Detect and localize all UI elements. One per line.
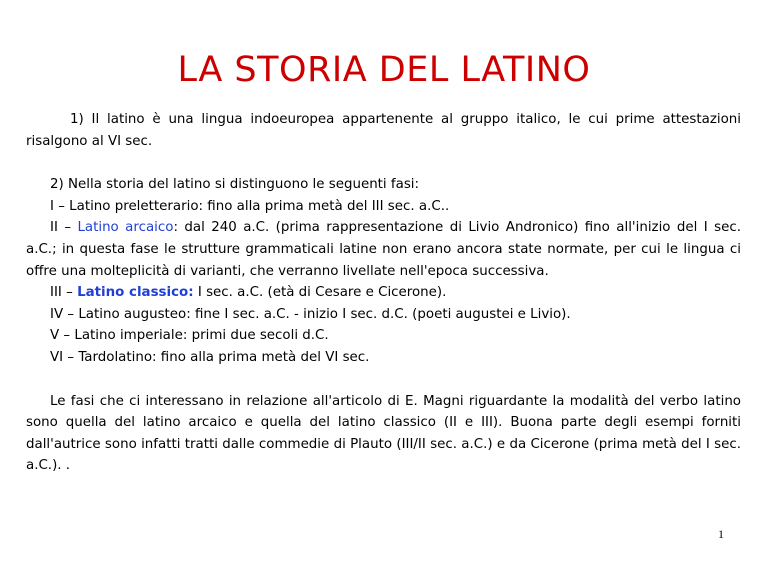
phase-vi: VI – Tardolatino: fino alla prima metà del VI sec. (50, 349, 370, 365)
document-body (26, 109, 741, 477)
phase-iii-term: Latino classico (77, 285, 189, 301)
phase-v: V – Latino imperiale: primi due secoli d.C. (50, 328, 329, 344)
page-title: LA STORIA DEL LATINO (177, 50, 591, 90)
phase-iii-colon: : (188, 285, 194, 301)
phase-iii-text: I sec. a.C. (età di Cesare e Cicerone). (193, 285, 447, 301)
paragraph-relevance: Le fasi che ci interessano in relazione all'articolo di E. Magni riguardante la modalità del verbo latino sono quella del latino arcaico e quella del latino classico (II e III). Buona parte degli esempi forniti dall'autrice sono infatti tratti dalle commedie di Plauto (III/II sec. a.C.) e da Cicerone (prima metà del I sec. a.C.). . (26, 393, 741, 474)
phase-iii (26, 282, 741, 304)
phase-ii-prefix: II – (50, 220, 78, 236)
phase-iii-prefix: III – (50, 285, 78, 301)
paragraph-spacer (26, 369, 741, 391)
phase-ii (26, 217, 741, 282)
phase-i: I – Latino preletterario: fino alla prima metà del III sec. a.C.. (50, 198, 450, 214)
phase-iv: IV – Latino augusteo: fine I sec. a.C. - inizio I sec. d.C. (poeti augustei e Livio). (50, 306, 571, 322)
phase-ii-term: Latino arcaico (77, 220, 174, 236)
paragraph-origin: 1) Il latino è una lingua indoeuropea appartenente al gruppo italico, le cui prime attestazioni risalgono al VI sec. (26, 112, 741, 149)
paragraph-spacer (26, 152, 741, 174)
phase-ii-text: : dal 240 a.C. (prima rappresentazione di Livio Andronico) fino all'inizio del I sec. a.C.; in questa fase le strutture grammaticali latine non erano ancora state normate, per cui le lingua ci offre una molteplicità di varianti, che verranno livellate nell'epoca successiva. (26, 220, 741, 279)
phases-intro: 2) Nella storia del latino si distinguono le seguenti fasi: (50, 177, 420, 193)
page-number: 1 (718, 527, 724, 541)
